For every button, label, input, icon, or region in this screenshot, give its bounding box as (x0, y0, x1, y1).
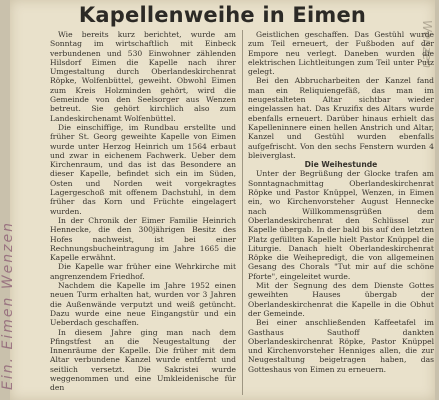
paragraph: In diesem Jahre ging man nach dem Pfingstfest an die Neugestaltung der Innenräume der Kapelle. Die früher mit dem Altar verbundene Kanzel wurde entfernt und seitlich versetzt. Die Sakristei wurde weggenommen und eine Umkleidenische für den (50, 327, 236, 393)
paragraph: Mit der Segnung des dem Dienste Gottes geweihten Hauses übergab der Oberlandeskirchenrat die Kapelle in die Obhut der Gemeinde. (248, 281, 434, 318)
subheading: Die Weihestunde (304, 160, 378, 170)
paragraph: Die Kapelle war früher eine Wehrkirche mit angrenzendem Friedhof. (50, 262, 236, 281)
paragraph: Unter der Begrüßung der Glocke trafen am Sonntagnachmittag Oberlandeskirchenrat Röpke und Pastor Knüppel, Wenzen, in Eimen ein, wo Kirchenvorsteher August Hennecke nach Willkommensgrüßen dem Oberlandeskirchenrat den Schlüssel zur Kapelle übergab. In der bald bis auf den letzten Platz gefüllten Kapelle hielt Pastor Knüppel die Liturgie. Danach hielt Oberlandeskirchenrat Röpke die Weihepredigt, die von allgemeinen Gesang des Chorals "Tut mir auf die schöne Pforte", eingeleitet wurde. (248, 169, 434, 281)
article-column-left (50, 30, 236, 393)
margin-handwriting: Ein. Eimen Wenzen (0, 221, 16, 390)
newspaper-clipping (10, 0, 435, 400)
headline: Kapellenweihe in Eimen (78, 3, 367, 27)
paragraph: Bei den Abbrucharbeiten der Kanzel fand man ein Reliquiengefäß, das man im neugestalteten Altar sichtbar wieder eingelassen hat. Das Kruzifix des Altars wurde ebenfalls erneuert. Darüber hinaus erhielt das Kapelleninnere einen hellen Anstrich und Altar, Kanzel und Gestühl wurden ebenfalls aufgefrischt. Von den sechs Fenstern wurden 4 bleiverglast. (248, 76, 434, 160)
paragraph: Geistlichen geschaffen. Das Gestühl wurde zum Teil erneuert, der Fußboden auf der Empore neu verlegt. Daneben wurden die elektrischen Lichtleitungen zum Teil unter Putz gelegt. (248, 30, 434, 77)
paragraph: Bei einer anschließenden Kaffeetafel im Gasthaus Sauthoff dankten Oberlandeskirchenrat Röpke, Pastor Knüppel und Kirchenvorsteher Henniges allen, die zur Neugestaltung beigetragen haben, das Gotteshaus von Eimen zu erneuern. (248, 318, 434, 374)
article-column-right (248, 30, 434, 374)
paragraph: Nachdem die Kapelle im Jahre 1952 einen neuen Turm erhalten hat, wurden vor 3 Jahren die Außenwände verputzt und weiß getüncht. Dazu wurde eine neue Eingangstür und ein Ueberdach geschaffen. (50, 281, 236, 328)
column-divider (242, 30, 243, 395)
paragraph: Die einschiffige, im Rundbau erstellte und früher St. Georg geweihte Kapelle von Eimen wurde unter Herzog Heinrich um 1564 erbaut und zwar in eichenem Fachwerk. Ueber dem Kirchenraum, und das ist das Besondere an dieser Kapelle, befindet sich ein im Süden, Osten und Norden weit vorgekragtes Lagergeschoß mit offenem Dachstuhl, in dem früher das Korn und Früchte eingelagert wurden. (50, 122, 236, 216)
paragraph: Wie bereits kurz berichtet, wurde am Sonntag im wirtschaftlich mit Einbeck verbundenen und 530 Einwohner zählenden Hilsdorf Eimen die Kapelle nach ihrer Umgestaltung durch Oberlandeskirchenrat Röpke, Wolfenbüttel, geweiht. Obwohl Eimen zum Kreis Holzminden gehört, wird die Gemeinde von den Seelsorger aus Wenzen betreut. Sie gehört kirchlich also zum Landeskirchenamt Wolfenbüttel. (50, 30, 236, 123)
paragraph: In der Chronik der Eimer Familie Heinrich Hennecke, die den 300jährigen Besitz des Hofes nachweist, ist bei einer Rechnungsbucheintragung im Jahre 1665 die Kapelle erwähnt. (50, 215, 236, 263)
margin-pencil-note: Wenzen (420, 20, 434, 69)
